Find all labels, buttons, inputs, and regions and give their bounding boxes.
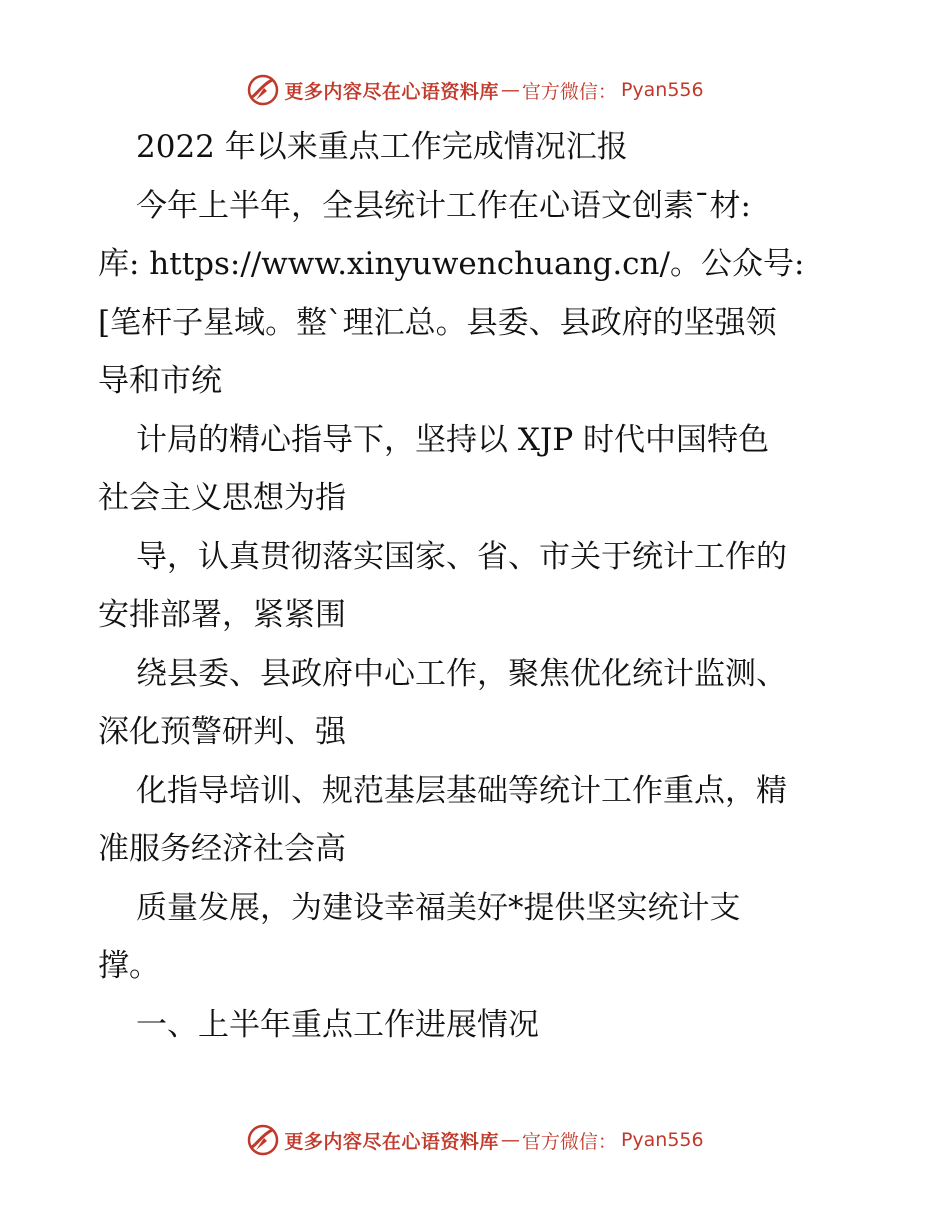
watermark-wechat-label: 官方微信： [521,80,617,103]
paragraph-line: 化指导培训、规范基层基础等统计工作重点，精 [136,772,787,809]
paragraph-line: 今年上半年，全县统计工作在心语文创素¯材: [136,187,751,224]
paragraph-line: 质量发展，为建设幸福美好*提供坚实统计支 [136,889,741,926]
pen-circle-logo-icon [246,73,280,107]
paragraph-line: 安排部署，紧紧围 [98,597,346,633]
watermark-wechat-id: Pyan556 [620,1129,704,1151]
document-body [98,118,858,1054]
pen-circle-logo-icon [246,1123,280,1157]
document-title: 2022 年以来重点工作完成情况汇报 [136,129,628,165]
paragraph-line: [笔杆子星域。整ˋ理汇总。县委、县政府的坚强领 [98,304,777,341]
paragraph-line: 深化预警研判、强 [98,714,346,750]
paragraph-line: 库: https://www.xinyuwenchuang.cn/。公众号: [98,246,805,282]
watermark-wechat-id: Pyan556 [620,79,704,101]
paragraph-line: 计局的精心指导下，坚持以 XJP 时代中国特色 [136,421,770,458]
paragraph-line: 绕县委、县政府中心工作，聚焦优化统计监测、 [136,655,787,692]
paragraph-line: 撑。 [98,948,160,984]
paragraph-line: 导，认真贯彻落实国家、省、市关于统计工作的 [136,538,787,575]
watermark-dash: — [500,79,520,101]
paragraph-line: 准服务经济社会高 [98,831,346,867]
paragraph-line: 社会主义思想为指 [98,480,346,516]
watermark-header [0,73,950,107]
watermark-text: 更多内容尽在心语资料库 [284,80,499,103]
watermark-wechat-label: 官方微信： [521,1130,617,1153]
watermark-dash: — [500,1129,520,1151]
section-heading: 一、上半年重点工作进展情况 [136,1006,539,1043]
paragraph-line: 导和市统 [98,363,222,399]
watermark-text: 更多内容尽在心语资料库 [284,1130,499,1153]
watermark-footer [0,1123,950,1157]
